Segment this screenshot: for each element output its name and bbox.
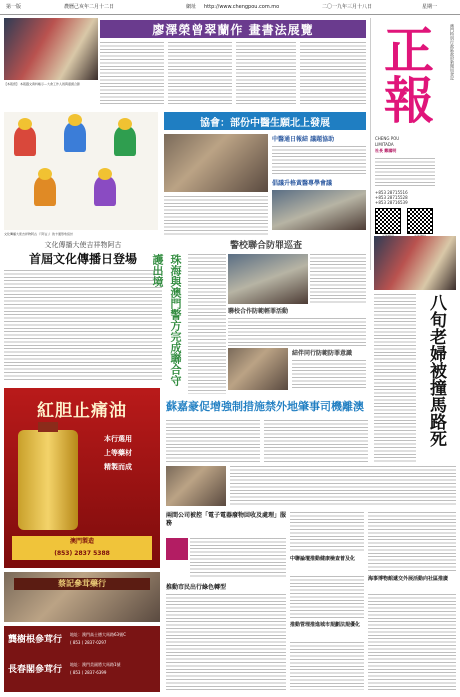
store-photo xyxy=(4,572,160,622)
oil-bottle-icon xyxy=(18,430,78,530)
ad-hongdan-oil[interactable] xyxy=(4,388,160,568)
accident-photo xyxy=(374,236,456,290)
ad-line-3: 精製而成 xyxy=(104,463,132,471)
coop-text-left xyxy=(164,196,268,236)
coop-text-right xyxy=(272,146,366,176)
org-line-2: LIMITADA xyxy=(375,142,394,147)
lower-text-6 xyxy=(368,512,456,572)
culture-article-text xyxy=(4,270,162,380)
culture-kicker: 文化傳播大使吉祥物阿古 xyxy=(44,241,122,249)
phone-1: +853 28715516 xyxy=(375,190,408,195)
police-headline: 警校聯合防罪巡查 xyxy=(230,241,303,251)
org-line-1: CHENG POU xyxy=(375,136,400,141)
ad-contact xyxy=(12,536,152,560)
lower-text-3 xyxy=(290,512,364,552)
lower-text-4 xyxy=(290,576,364,620)
zhuhai-vertical-headline: 珠海與澳門警方完成聯合守護出境 xyxy=(151,254,182,386)
sou-text-col3 xyxy=(230,466,456,506)
masthead-info-text xyxy=(375,158,435,188)
police-photo xyxy=(228,254,308,304)
masthead-side-note: 澳門特別行政區政府新聞局登記 xyxy=(450,24,455,80)
store1-tel[interactable]: ( 853 ) 2837-0297 xyxy=(70,640,107,645)
coop-subhead-2: 倡議升格黃醫專學會議 xyxy=(272,180,333,187)
lower-headline-1: 兩間公司被控「電子電器廢物回收及處理」服務 xyxy=(166,512,287,527)
coop-subhead: 中醫通日報結 議題協助 xyxy=(272,136,335,143)
url-label: 網址 xyxy=(186,4,197,10)
store1-name: 龔樹根參茸行 xyxy=(8,635,63,645)
phone-3: +853 28716539 xyxy=(375,200,408,205)
issue-date: 二〇一九年三月十八日 xyxy=(322,4,373,10)
store2-tel[interactable]: ( 853 ) 2837-6399 xyxy=(70,670,107,675)
org-line-3: 社長 鄭國明 xyxy=(375,148,397,153)
sou-headline: 蘇嘉豪促增強制措施禁外地肇事司機離澳 xyxy=(166,400,364,413)
ad-product-lines xyxy=(86,432,150,474)
lower-text-5 xyxy=(290,642,364,690)
masthead-phones xyxy=(375,190,435,205)
ad-product-title: 紅胆止痛油 xyxy=(37,401,127,421)
store-listing xyxy=(4,626,160,692)
masthead-org xyxy=(375,136,435,154)
store2-name: 長春閣參茸行 xyxy=(8,665,63,675)
recycle-badge-icon xyxy=(166,538,188,560)
exhibition-text-col2 xyxy=(168,42,232,106)
accident-vertical-headline: 八旬老婦被撞馬路死 xyxy=(426,294,446,447)
coop-headline: 協會：部份中醫生願北上發展 xyxy=(164,112,366,130)
coop-photo xyxy=(164,134,268,192)
police-text-1 xyxy=(310,254,366,304)
exhibition-banner: 廖澤榮曾翠蘭作 畫書法展覽 xyxy=(100,20,366,38)
masthead-column xyxy=(370,18,457,270)
lunar-date: 農曆己亥年二月十二日 xyxy=(64,4,115,10)
exhibition-text-col4 xyxy=(300,42,366,106)
lower-text-2 xyxy=(166,594,286,690)
exhibition-text-col1 xyxy=(100,42,164,106)
qr-code-web[interactable] xyxy=(375,208,401,234)
masthead-title: 正報 xyxy=(376,24,435,124)
sou-photo xyxy=(166,466,226,506)
lower-headline-4: 推動巿民出行綠色轉型 xyxy=(166,584,227,591)
event-photo-caption: 【本報訊】 本報圖文資料略示—大會工作人員與嘉賓合影 xyxy=(4,82,80,86)
store2-address: 地址：澳門美副將大馬路1號 xyxy=(70,662,121,667)
police-subhead-2: 結伴同行防範防罪意識 xyxy=(292,350,353,357)
sou-text-col1 xyxy=(166,420,260,464)
lower-headline-5: 推動管理推進城市規劃法規優化 xyxy=(290,622,361,628)
lower-text-7 xyxy=(368,594,456,690)
qr-code-wechat[interactable] xyxy=(407,208,433,234)
header-bar xyxy=(0,0,460,15)
mascot-illustration xyxy=(4,112,158,230)
coop-photo-2 xyxy=(272,190,366,230)
police-photo-2 xyxy=(228,348,288,390)
lower-headline-2: 中聯論壇推動健康檢查普及化 xyxy=(290,556,356,562)
sou-text-col2 xyxy=(264,420,368,464)
accident-article-text xyxy=(374,294,416,464)
zhuhai-article-text xyxy=(188,254,226,394)
exhibition-text-col3 xyxy=(236,42,296,106)
culture-headline: 首屆文化傳播日登場 xyxy=(28,252,137,266)
weekday: 星期一 xyxy=(422,4,438,10)
page-number: 第一版 xyxy=(6,4,22,10)
police-text-2 xyxy=(228,318,366,346)
phone-2: +853 28715528 xyxy=(375,195,408,200)
store-sign: 蔡記參茸藥行 xyxy=(14,578,150,590)
website-link[interactable]: http://www.chengpou.com.mo xyxy=(204,4,280,10)
police-subhead: 聯校合作防範輕罪活動 xyxy=(228,308,289,315)
event-photo xyxy=(4,18,98,80)
ad-line-2: 上等藥材 xyxy=(104,449,132,457)
lower-text-1 xyxy=(190,538,286,578)
mascot-caption: 文化傳播大使吉祥物阿古（「阿古」）的卡通形象設計 xyxy=(4,232,74,236)
ad-line-1: 本行選用 xyxy=(104,435,132,443)
ad-made-in: 澳門製造 xyxy=(69,538,94,545)
ad-hotline[interactable]: (853) 2837 5388 xyxy=(54,550,110,557)
lower-headline-3: 海事博物館遞交外展活動向社區推廣 xyxy=(368,576,449,582)
police-text-3 xyxy=(292,360,366,390)
store1-address: 地址：澳門高士德大馬路63號C xyxy=(70,632,126,637)
